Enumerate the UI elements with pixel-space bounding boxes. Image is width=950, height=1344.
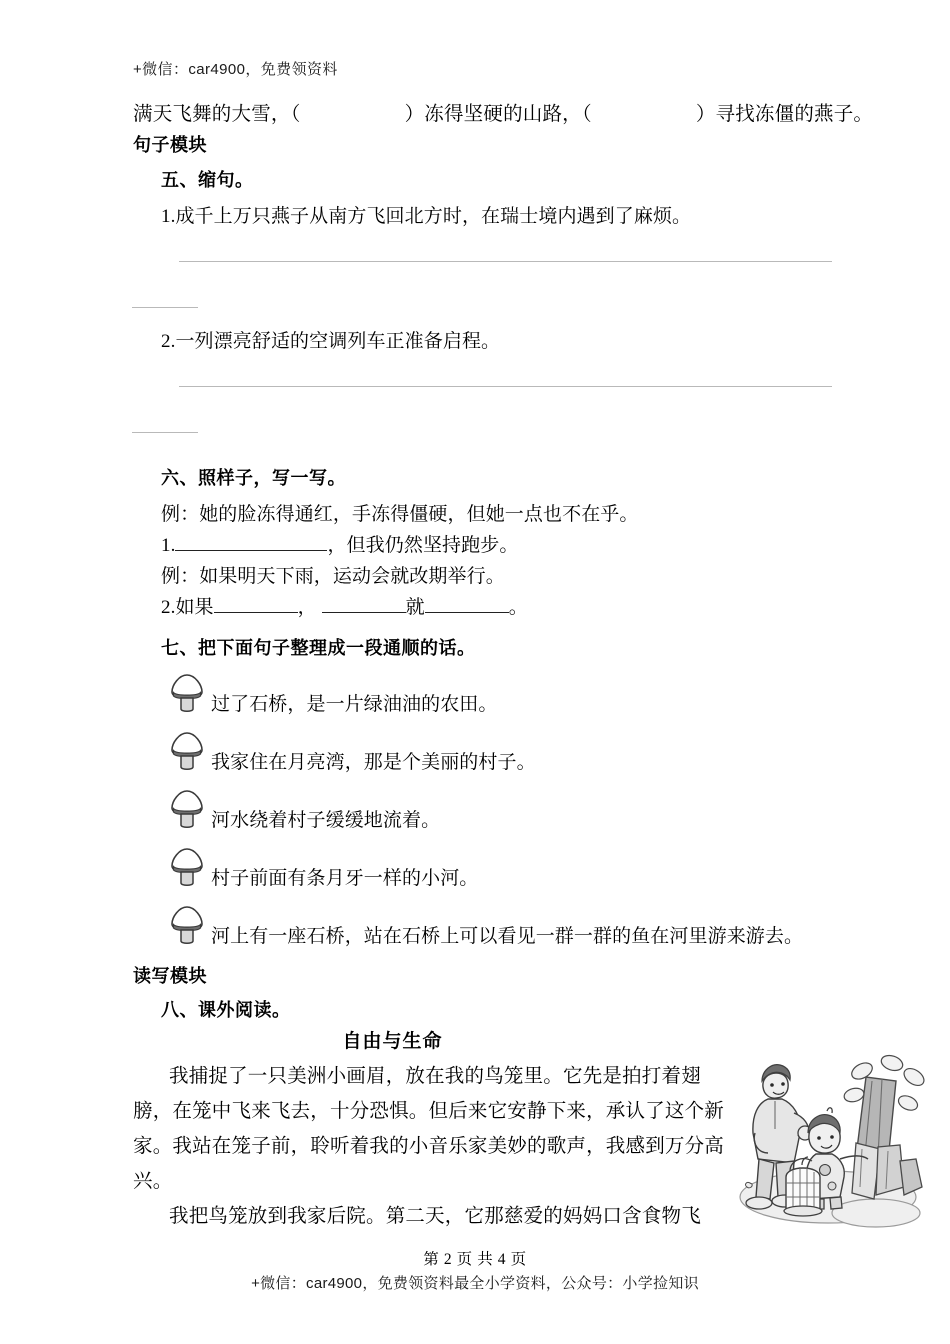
item-2-blank-1[interactable] — [214, 595, 298, 613]
module-title-reading-writing: 读写模块 — [133, 966, 207, 986]
passage-p1-l1: 我捕捉了一只美洲小画眉，放在我的鸟笼里。它先是拍打着翅 — [169, 1066, 701, 1087]
item-1-number: 1. — [161, 535, 176, 556]
sentence-item-2 — [167, 727, 832, 785]
carryover-prefix: 满天飞舞的大雪，（ — [133, 104, 301, 125]
item-1-tail: ，但我仍然坚持跑步。 — [327, 535, 519, 556]
item-2-blank-2[interactable] — [322, 595, 406, 613]
footer-watermark: +微信：car4900，免费领资料最全小学资料，公众号：小学捡知识 — [251, 1275, 699, 1292]
sentence-item-3 — [167, 785, 832, 843]
passage-title: 自由与生命 — [342, 1031, 443, 1052]
item-2-number: 2.如果 — [161, 597, 214, 618]
section-six-title: 六、照样子，写一写。 — [161, 468, 346, 488]
carryover-fill-line — [133, 100, 874, 130]
section-six-item-2 — [161, 592, 832, 623]
sentence-item-4-text: 村子前面有条月牙一样的小河。 — [211, 868, 479, 889]
item-2-sep: ， — [297, 597, 317, 618]
page-number: 第 2 页 共 4 页 — [423, 1251, 527, 1268]
mushroom-bullet-icon — [167, 787, 207, 831]
sentence-item-5-text: 河上有一座石桥，站在石桥上可以看见一群一群的鱼在河里游来游去。 — [211, 926, 804, 947]
answer-line-5-1[interactable] — [133, 248, 832, 278]
section-six-item-1 — [161, 530, 832, 561]
mushroom-bullet-icon — [167, 671, 207, 715]
mushroom-bullet-icon — [167, 903, 207, 947]
carryover-suffix: ）寻找冻僵的燕子。 — [695, 104, 874, 125]
sentence-item-5 — [167, 901, 832, 959]
section-five-title: 五、缩句。 — [161, 170, 254, 190]
module-title-sentence: 句子模块 — [133, 135, 207, 155]
section-eight-title: 八、课外阅读。 — [161, 1000, 291, 1020]
item-2-end: 。 — [508, 597, 528, 618]
item-1-blank[interactable] — [175, 533, 327, 551]
man-child-birdcage-tree-illustration — [728, 1037, 928, 1233]
passage-p1-l4: 兴。 — [133, 1171, 173, 1192]
page-footer — [0, 1248, 950, 1296]
passage-p1-l3: 家。我站在笼子前，聆听着我的小音乐家美妙的歌声，我感到万分高 — [133, 1136, 725, 1157]
sentence-item-1 — [167, 669, 832, 727]
carryover-mid: ）冻得坚硬的山路，（ — [404, 104, 592, 125]
item-2-blank-3[interactable] — [425, 595, 509, 613]
answer-line-5-2-cont[interactable] — [133, 419, 832, 449]
passage-p1-l2: 膀，在笼中飞来飞去，十分恐惧。但后来它安静下来，承认了这个新 — [133, 1101, 725, 1122]
mushroom-bullet-icon — [167, 729, 207, 773]
header-watermark: +微信：car4900，免费领资料 — [133, 61, 338, 78]
answer-line-5-1-cont[interactable] — [133, 294, 832, 324]
sentence-item-2-text: 我家住在月亮湾，那是个美丽的村子。 — [211, 752, 536, 773]
sentence-item-3-text: 河水绕着村子缓缓地流着。 — [211, 810, 441, 831]
item-2-mid: 就 — [405, 597, 425, 618]
section-seven-title: 七、把下面句子整理成一段通顺的话。 — [161, 638, 476, 658]
section-five-item-1: 1.成千上万只燕子从南方飞回北方时，在瑞士境内遇到了麻烦。 — [161, 206, 692, 227]
answer-line-5-2[interactable] — [133, 373, 832, 403]
sentence-item-1-text: 过了石桥，是一片绿油油的农田。 — [211, 694, 498, 715]
sentence-item-4 — [167, 843, 832, 901]
mushroom-bullet-icon — [167, 845, 207, 889]
section-six-example-2: 例：如果明天下雨，运动会就改期举行。 — [161, 566, 505, 587]
section-six-example-1: 例：她的脸冻得通红，手冻得僵硬，但她一点也不在乎。 — [161, 504, 639, 525]
passage-p2-l1: 我把鸟笼放到我家后院。第二天，它那慈爱的妈妈口含食物飞 — [169, 1206, 701, 1227]
section-five-item-2: 2.一列漂亮舒适的空调列车正准备启程。 — [161, 331, 501, 352]
